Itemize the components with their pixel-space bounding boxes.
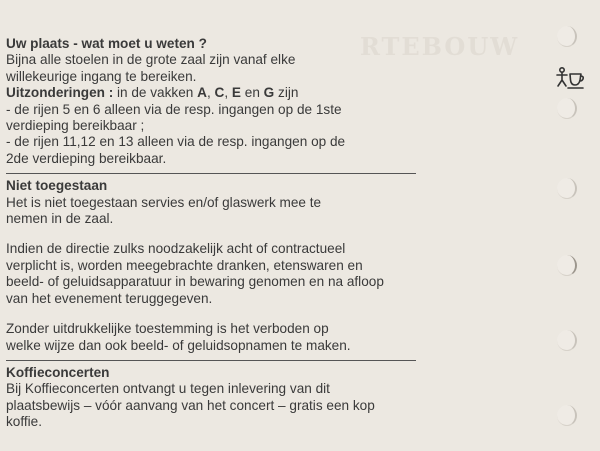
exception-item: 2de verdieping bereikbaar. [6,150,167,166]
text-line: koffie. [6,414,43,430]
section-letter: G [263,85,275,101]
exception-item: - de rijen 5 en 6 alleen via de resp. ingangen op de 1ste [6,101,342,117]
heading-niet-toegestaan: Niet toegestaan [6,178,108,194]
text-line: willekeurige ingang te bereiken. [6,68,197,84]
binder-hole [557,330,577,351]
ticket-info-text [6,36,418,431]
text-line: Bij Koffieconcerten ontvangt u tegen inlevering van dit [6,381,330,397]
heading-uw-plaats: Uw plaats - wat moet u weten ? [6,36,207,51]
exceptions-intro: in de vakken [113,85,198,101]
separator: , [206,85,215,101]
section-letter: A [197,85,207,101]
binder-hole [557,98,577,119]
text-line: verplicht is, worden meegebrachte dranken, etenswaren en [6,257,363,273]
separator: en [240,85,264,101]
heading-koffieconcerten: Koffieconcerten [6,364,110,380]
binder-hole [557,26,577,47]
exception-item: verdieping bereikbaar ; [6,118,145,134]
binder-hole [557,255,577,276]
watermark-text: RTEBOUW [360,32,520,61]
exceptions-label: Uitzonderingen : [6,85,114,101]
coffee-cup-icon [553,66,585,94]
exceptions-line [6,85,418,101]
text-line: nemen in de zaal. [6,211,114,227]
text-line: van het evenement teruggegeven. [6,290,213,306]
section-letter: E [231,85,241,101]
section-letter: C [214,85,225,101]
text-line: Indien de directie zulks noodzakelijk acht of contractueel [6,241,346,257]
text-line: beeld- of geluidsapparatuur in bewaring genomen en na afloop [6,274,384,290]
text-line: welke wijze dan ook beeld- of geluidsopnamen te maken. [6,337,351,353]
separator: , [224,85,232,101]
exception-item: - de rijen 11,12 en 13 alleen via de resp. ingangen op de [6,134,346,150]
binder-hole [557,405,577,426]
section-divider [6,173,416,174]
exceptions-suffix: zijn [274,85,299,101]
text-line: Zonder uitdrukkelijke toestemming is het verboden op [6,321,329,337]
text-line: Bijna alle stoelen in de grote zaal zijn vanaf elke [6,52,296,68]
text-line: Het is niet toegestaan servies en/of glaswerk mee te [6,194,322,210]
binder-hole [557,178,577,199]
section-divider [6,360,416,361]
text-line: plaatsbewijs – vóór aanvang van het concert – gratis een kop [6,397,375,413]
